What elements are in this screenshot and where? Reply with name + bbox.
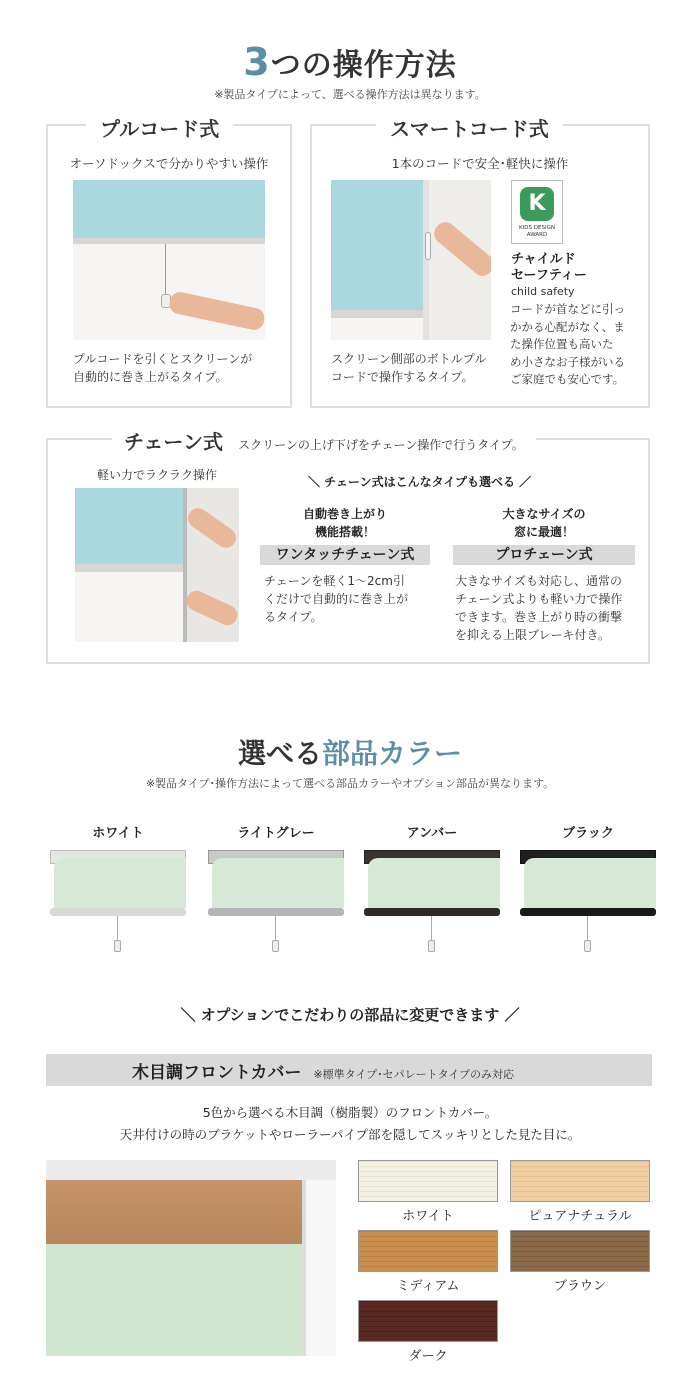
cord [587,916,588,942]
parts-color-lightgray [208,822,344,841]
screen [212,858,344,908]
parts-color-note: ※製品タイプ･操作方法によって選べる部品カラーやオプション部品が異なります。 [145,777,555,790]
wood-front-cover [46,1180,302,1244]
title-text: つの操作方法 [270,48,457,83]
smartcord-desc-line2: コードで操作するタイプ。 [331,370,474,384]
frontcover-desc-line2: 天井付けの時のブラケットやローラーパイプ部を隠してスッキリとした見た目に。 [119,1127,581,1142]
smartcord-subtitle: 1本のコードで安全･軽快に操作 [391,156,569,171]
chain-photo-caption: 軽い力でラクラク操作 [96,468,217,482]
parts-color-label: ブラック [562,826,614,841]
prochain-desc-line: を抑える上限ブレーキ付き。 [455,628,611,642]
pullcord-desc-line1: プルコードを引くとスクリーンが [73,352,253,366]
wood-label-pure-natural: ピュアナチュラル [528,1209,632,1224]
frontcover-heading: 木目調フロントカバー [132,1063,302,1083]
kids-design-logo-icon: K [520,187,554,221]
operation-note: ※製品タイプによって、選べる操作方法は異なります。 [214,88,486,101]
section-title-parts-color [0,732,700,772]
wood-label-brown: ブラウン [553,1279,606,1294]
child-safety-desc-line: コードが首などに引っ [510,302,625,316]
onetouch-chain-label: ワンタッチチェーン式 [260,545,430,565]
wood-swatch-dark [358,1300,498,1342]
smartcord-desc [331,350,501,386]
section-title-operation [0,40,700,84]
onetouch-lead [260,505,430,541]
frontcover-desc-line1: 5色から選べる木目調（樹脂製）のフロントカバー。 [202,1105,498,1120]
smartcord-desc-line1: スクリーン側部のボトルプル [331,352,487,366]
frontcover-heading-note: ※標準タイプ･セパレートタイプのみ対応 [313,1068,515,1081]
frontcover-heading-wrap [132,1058,514,1083]
chain-heading-desc: スクリーンの上げ下げをチェーン操作で行うタイプ。 [238,438,524,452]
child-safety-desc-line: た操作位置も高いた [510,337,614,351]
onetouch-lead-line2: 機能搭載！ [314,525,375,539]
child-safety-title [511,252,587,284]
pullcord-desc [73,350,283,386]
wood-label-medium: ミディアム [396,1279,460,1294]
prochain-desc-line: できます。巻き上がり時の衝撃 [455,610,623,624]
bottom-bar [208,908,344,916]
title-number: 3 [243,40,271,84]
parts-color-label: ホワイト [92,826,144,841]
parts-color-label: アンバー [406,826,458,841]
child-safety-title-line2: セーフティー [511,268,587,283]
cord [431,916,432,942]
chain-selectable-note: ＼ チェーン式はこんなタイプも選べる ／ [308,475,532,489]
cord [117,916,118,942]
screen [54,858,186,908]
parts-color-amber [364,822,500,841]
cord-grip [428,940,435,952]
badge-line1: KIDS DESIGN [519,225,555,231]
bottom-bar [50,908,186,916]
prochain-lead-line1: 大きなサイズの [502,507,586,521]
pullcord-heading: プルコード式 [86,113,233,142]
wood-swatch-pure-natural [510,1160,650,1202]
frontcover-photo [46,1160,336,1356]
onetouch-desc-line: くだけで自動的に巻き上が [264,592,409,606]
onetouch-desc-line: チェーンを軽く1～2cm引 [264,574,405,588]
parts-color-label: ライトグレー [237,826,315,841]
wood-swatch-white [358,1160,498,1202]
prochain-desc-line: 大きなサイズも対応し、通常の [455,574,623,588]
onetouch-desc [264,572,434,626]
parts-color-white [50,822,186,841]
pro-chain-label: プロチェーン式 [453,545,635,565]
parts-color-title-a: 選べる [237,737,322,770]
badge-line2: AWARD [526,232,548,238]
wood-swatch-medium [358,1230,498,1272]
bottom-bar [520,908,656,916]
screen [46,1244,302,1356]
prochain-desc [455,572,641,644]
screen [368,858,500,908]
chain-photo [75,488,239,642]
frontcover-desc [0,1102,700,1146]
child-safety-desc-line: かかる心配がなく、ま [510,319,625,334]
parts-color-title-b: 部品カラー [322,737,463,770]
kids-design-award-badge [511,180,563,244]
child-safety-desc-line: ご家庭でも安心です。 [510,372,625,386]
wood-label-dark: ダーク [408,1349,448,1364]
cord-grip [272,940,279,952]
wood-label-white: ホワイト [402,1209,454,1224]
chain-heading: チェーン式 [124,430,223,454]
wood-swatch-brown [510,1230,650,1272]
child-safety-desc [510,301,648,389]
cord-grip [584,940,591,952]
pullcord-subtitle: オーソドックスで分かりやすい操作 [69,156,269,171]
screen [524,858,656,908]
option-note: ＼ オプションでこだわりの部品に変更できます ／ [180,1006,520,1024]
pullcord-desc-line2: 自動的に巻き上がるタイプ。 [73,370,228,384]
cord-grip [114,940,121,952]
onetouch-desc-line: るタイプ。 [264,610,323,624]
bottom-bar [364,908,500,916]
prochain-lead-line2: 窓に最適！ [513,525,574,539]
pullcord-photo [73,180,265,340]
onetouch-lead-line1: 自動巻き上がり [302,507,387,521]
chain-heading-wrap [112,426,536,455]
child-safety-title-line1: チャイルド [511,252,576,267]
smartcord-heading: スマートコード式 [376,113,563,142]
cord [275,916,276,942]
prochain-desc-line: チェーン式よりも軽い力で操作 [455,592,623,606]
child-safety-desc-line: め小さなお子様がいる [510,354,625,369]
smartcord-photo [331,180,491,340]
parts-color-black [520,822,656,841]
prochain-lead [453,505,635,541]
child-safety-en: child safety [511,285,575,298]
